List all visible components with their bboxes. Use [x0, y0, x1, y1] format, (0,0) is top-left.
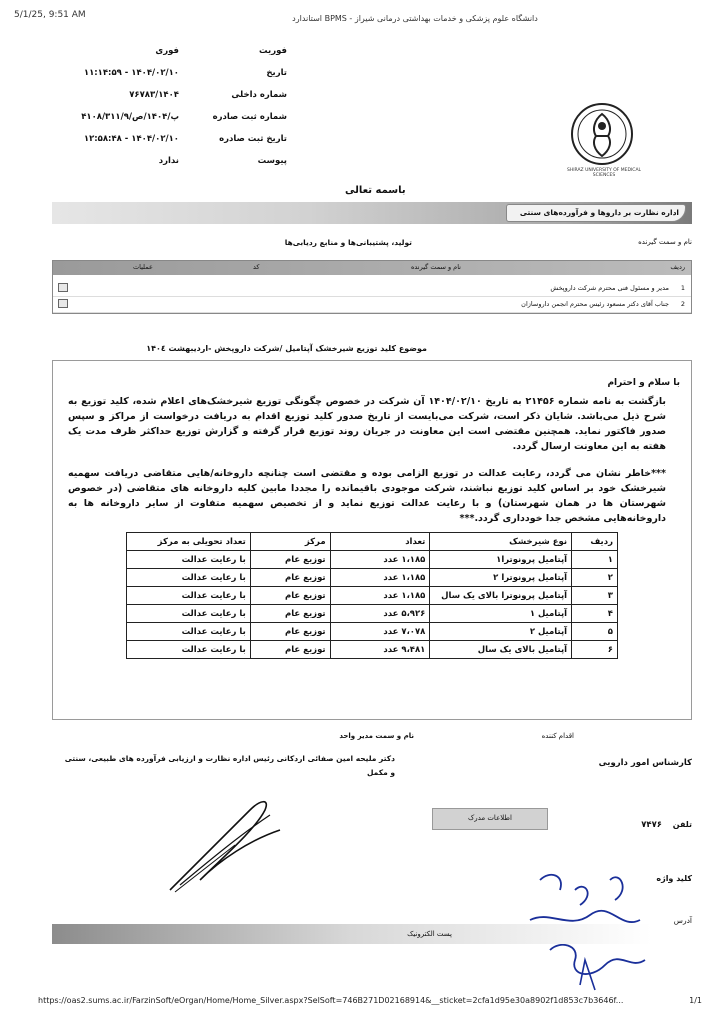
letter-meta [27, 40, 287, 172]
cell-num: ۶ [572, 641, 618, 659]
table-row [127, 623, 618, 641]
recipient-num: 2 [680, 300, 685, 308]
cell-center: توزیع عام [250, 587, 330, 605]
cell-num: ۲ [572, 569, 618, 587]
cell-count: ۱،۱۸۵ عدد [330, 569, 430, 587]
date-value: ۱۱:۱۴:۵۹ - ۱۴۰۴/۰۲/۱۰ [83, 68, 179, 78]
basmala: باسمه تعالی [345, 185, 406, 196]
cell-num: ۵ [572, 623, 618, 641]
cell-center: توزیع عام [250, 569, 330, 587]
greeting: با سلام و احترام [607, 378, 680, 388]
table-header-row [127, 533, 618, 551]
col-actions-header: عملیات [133, 263, 153, 271]
recipient-name: جناب آقای دکتر مسعود رئیس محترم انجمن داروسازان [521, 300, 669, 308]
signatory-name: دکتر ملیحه امین صفائی اردکانی رئیس اداره نظارت و ارزیابی فرآورده های طبیعی، سنتی و مکمل [64, 754, 395, 777]
cell-delivered: با رعایت عدالت [127, 551, 251, 569]
print-timestamp: 5/1/25, 9:51 AM [14, 10, 86, 20]
email-bar [52, 924, 652, 944]
document-icon[interactable] [58, 299, 68, 308]
internal-no-label: شماره داخلی [231, 90, 287, 100]
cell-delivered: با رعایت عدالت [127, 587, 251, 605]
internal-no-value: ۷۶۷۸۳/۱۴۰۴ [129, 90, 179, 100]
issued-date-label: تاریخ ثبت صادره [219, 134, 287, 144]
th-count: تعداد [330, 533, 430, 551]
urgency-value: فوری [155, 46, 179, 56]
cell-center: توزیع عام [250, 623, 330, 641]
recipient-row[interactable] [53, 297, 691, 313]
issued-date-value: ۱۲:۵۸:۴۸ - ۱۴۰۴/۰۲/۱۰ [83, 134, 179, 144]
cell-center: توزیع عام [250, 605, 330, 623]
th-row: ردیف [572, 533, 618, 551]
cell-type: آپتامیل ۱ [430, 605, 572, 623]
cell-type: آپتامیل پرونوترا۱ [430, 551, 572, 569]
meta-internal-no [27, 84, 287, 106]
meta-issued-date [27, 128, 287, 150]
th-type: نوع شیرخشک [430, 533, 572, 551]
cell-type: آپتامیل ۲ [430, 623, 572, 641]
cell-type: آپتامیل بالای یک سال [430, 641, 572, 659]
cell-count: ۱،۱۸۵ عدد [330, 587, 430, 605]
document-icon[interactable] [58, 283, 68, 292]
table-row [127, 587, 618, 605]
meta-attachment [27, 150, 287, 172]
address-label: آدرس [673, 916, 692, 925]
keyword-label: کلید واژه [656, 874, 692, 883]
recipients-topic: تولید، پشتیبانی‌ها و منابع ردیابی‌ها [284, 238, 412, 247]
issued-no-value: ۴۱۰۸/۳۱۱/۹/پ/۱۴۰۴/ص [81, 112, 179, 122]
cell-num: ۱ [572, 551, 618, 569]
attachment-label: پیوست [257, 156, 287, 166]
body-paragraph-2: ***خاطر نشان می گردد، رعایت عدالت در توزیع الزامی بوده و مقتضی است چنانچه داروخانه/هایی متقاضی دریافت سهمیه شیرخشک خود بر اساس کلید توزیع نباشند، شرکت موجودی باقیمانده را مجددا مابین کلیه داروخانه های متقاضی (در خصوص شهرستان ها در همان شهرستان) و با رعایت عدالت توزیع نماید و از تخصیص سهمیه متفاوت از سایر داروخانه ها به داروخانه‌هایی مشخص جدا خودداری گردد.*** [68, 468, 666, 524]
cell-count: ۷،۰۷۸ عدد [330, 623, 430, 641]
issued-no-label: شماره ثبت صادره [212, 112, 287, 122]
cell-type: آپتامیل پرونوترا بالای یک سال [430, 587, 572, 605]
recipient-name: مدیر و مسئول فنی محترم شرکت داروپخش [550, 284, 669, 292]
footer-page-number: 1/1 [689, 996, 702, 1005]
cell-delivered: با رعایت عدالت [127, 569, 251, 587]
body-paragraph-1: بازگشت به نامه شماره ۲۱۴۵۶ به تاریخ ۱۴۰۴/۰۲/۱۰ آن شرکت در خصوص چگونگی توزیع شیرخشک‌های اعلام شده، کلید توزیع به شرح ذیل می‌باشد. شایان ذکر است، شرکت می‌بایست از تاریخ صدور کلید توزیع اقدام به دریافت درخواست از مراکز و سپس صدور فاکتور نماید. همچنین مقتضی است این معاونت در جریان روند توزیع قرار گرفته و گزارش توزیع حداکثر ظرف مدت یک هفته به این معاونت ارسال گردد. [68, 396, 666, 452]
col-name-header: نام و سمت گیرنده [410, 263, 461, 271]
meta-issued-no [27, 106, 287, 128]
cell-center: توزیع عام [250, 641, 330, 659]
department-title: اداره نظارت بر داروها و فرآورده‌های سنتی [506, 204, 686, 222]
table-row [127, 641, 618, 659]
phone-label: تلفن [672, 820, 692, 829]
footer-url: https://oas2.sums.ac.ir/FarzinSoft/eOrgan/Home/Home_Silver.aspx?SelSoft=746B271D02168914&__sticket=2cfa1d95e30a8902f1d853c7b3646f... [38, 996, 624, 1005]
action-expert: کارشناس امور دارویی [598, 758, 692, 768]
cell-count: ۱،۱۸۵ عدد [330, 551, 430, 569]
th-delivered: تعداد تحویلی به مرکز [127, 533, 251, 551]
col-code-header: کد [253, 263, 260, 271]
signatory-title: نام و سمت مدیر واحد [339, 732, 414, 740]
letter-subject: موضوع کلید توزیع شیرخشک آپتامیل /شرکت داروپخش -اردیبهشت ۱۴۰٤ [146, 344, 427, 353]
action-label: اقدام کننده [541, 732, 574, 740]
email-label: پست الکترونیک [407, 930, 452, 938]
table-row [127, 551, 618, 569]
recipients-grid-header [53, 261, 691, 275]
table-row [127, 605, 618, 623]
cell-num: ۳ [572, 587, 618, 605]
cell-center: توزیع عام [250, 551, 330, 569]
signature-icon [160, 790, 290, 900]
attachment-value: ندارد [158, 156, 179, 166]
recipients-heading: نام و سمت گیرنده [638, 238, 692, 246]
recipient-row[interactable] [53, 281, 691, 297]
department-bar [52, 202, 692, 224]
urgency-label: فوریت [259, 46, 287, 56]
phone-value: ۷۴۷۶ [641, 820, 662, 830]
cell-delivered: با رعایت عدالت [127, 641, 251, 659]
cell-delivered: با رعایت عدالت [127, 623, 251, 641]
col-row-header: ردیف [670, 263, 685, 271]
recipient-num: 1 [680, 284, 685, 292]
cell-count: ۵،۹۲۶ عدد [330, 605, 430, 623]
recipients-grid [52, 260, 692, 314]
meta-date [27, 62, 287, 84]
cell-count: ۹،۴۸۱ عدد [330, 641, 430, 659]
cell-delivered: با رعایت عدالت [127, 605, 251, 623]
date-label: تاریخ [266, 68, 287, 78]
table-row [127, 569, 618, 587]
cell-num: ۴ [572, 605, 618, 623]
document-info-button[interactable]: اطلاعات مدرک [432, 808, 548, 830]
logo-caption: SHIRAZ UNIVERSITY OF MEDICAL SCIENCES [566, 168, 642, 178]
cell-type: آپتامیل پرونوترا ۲ [430, 569, 572, 587]
distribution-table [126, 532, 618, 659]
th-center: مرکز [250, 533, 330, 551]
page-title: دانشگاه علوم پزشکی و خدمات بهداشتی درمانی شیراز - BPMS استاندارد [292, 14, 538, 23]
meta-urgency [27, 40, 287, 62]
